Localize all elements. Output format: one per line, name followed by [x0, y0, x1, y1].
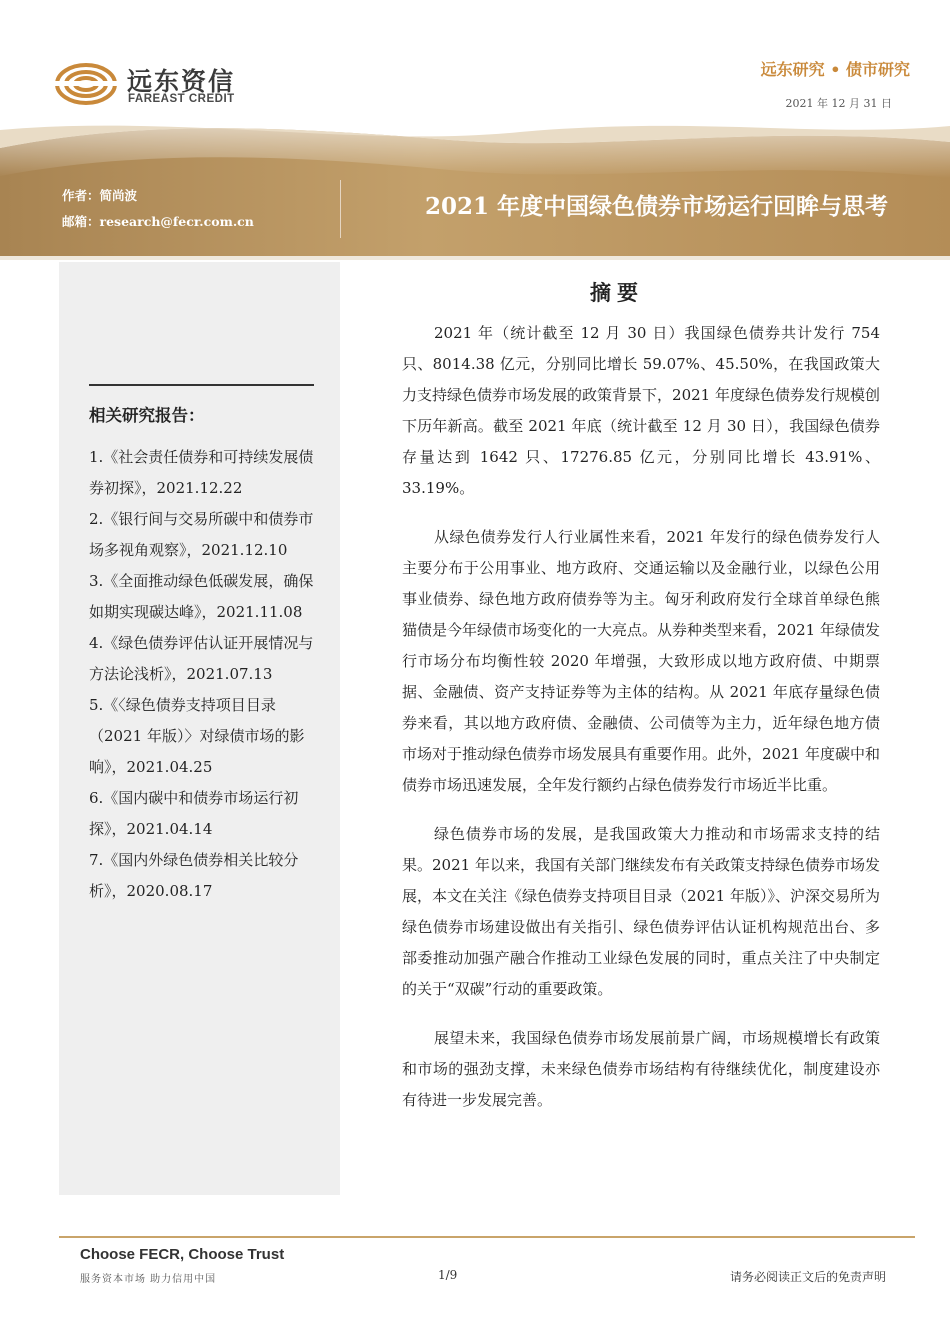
footer-rule — [59, 1236, 915, 1238]
abstract-paragraph: 绿色债券市场的发展，是我国政策大力推动和市场需求支持的结果。2021 年以来，我国有关部门继续发布有关政策支持绿色债券市场发展，本文在关注《绿色债券支持项目目录（2021 年版）》、沪深交易所为绿色债券市场建设做出有关指引、绿色债券评估认证机构规范出台、多部委推动加强产融合作推动工业绿色发展的同时，重点关注了中央制定的关于“双碳”行动的重要政策。 — [402, 825, 880, 998]
abstract-paragraph: 2021 年（统计截至 12 月 30 日）我国绿色债券共计发行 754 只、8014.38 亿元，分别同比增长 59.07%、45.50%，在我国政策大力支持绿色债券市场发展的政策背景下，2021 年度绿色债券发行规模创下历年新高。截至 2021 年底（统计截至 12 月 30 日），我国绿色债券存量达到 1642 只、17276.85 亿元，分别同比增长 43.91%、33.19%。 — [402, 324, 880, 497]
report-title: 2021 年度中国绿色债券市场运行回眸与思考 — [424, 193, 888, 220]
footer-slogan-cn: 服务资本市场 助力信用中国 — [80, 1274, 217, 1285]
related-report-item: 5.《〈绿色债券支持项目目录（2021 年版）〉对绿债市场的影响》，2021.04.25 — [89, 696, 305, 776]
banner-background — [0, 118, 950, 256]
related-reports-heading: 相关研究报告： — [89, 406, 205, 425]
author-label: 作者：简尚波 — [62, 188, 138, 203]
footer-disclaimer: 请务必阅读正文后的免责声明 — [729, 1270, 886, 1284]
fareast-logo-icon — [55, 62, 117, 106]
related-report-item: 6.《国内碳中和债券市场运行初探》，2021.04.14 — [89, 789, 299, 838]
footer-slogan-en: Choose FECR, Choose Trust — [80, 1246, 285, 1263]
related-report-item: 7.《国内外绿色债券相关比较分析》，2020.08.17 — [89, 851, 299, 900]
abstract-heading: 摘要 — [590, 280, 644, 305]
logo-text-en: FAREAST CREDIT — [128, 93, 235, 105]
page-number: 1/9 — [438, 1268, 458, 1282]
abstract-paragraph: 展望未来，我国绿色债券市场发展前景广阔，市场规模增长有政策和市场的强劲支撑，未来绿色债券市场结构有待继续优化，制度建设亦有待进一步发展完善。 — [402, 1029, 880, 1109]
related-report-item: 2.《银行间与交易所碳中和债券市场多视角观察》，2021.12.10 — [89, 510, 314, 559]
related-report-item: 3.《全面推动绿色低碳发展，确保如期实现碳达峰》，2021.11.08 — [89, 572, 314, 621]
banner-bottom-strip — [0, 256, 950, 260]
sidebar-rule — [89, 384, 314, 386]
logo-text-cn: 远东资信 — [127, 67, 236, 96]
company-logo — [55, 60, 245, 110]
title-banner — [0, 118, 950, 256]
abstract-body — [402, 318, 880, 1134]
related-report-item: 4.《绿色债券评估认证开展情况与方法论浅析》，2021.07.13 — [89, 634, 314, 683]
section-title: 远东研究 • 债市研究 — [760, 60, 910, 79]
related-report-item: 1.《社会责任债券和可持续发展债券初探》，2021.12.22 — [89, 448, 314, 497]
related-reports-list — [89, 442, 317, 907]
sidebar — [59, 262, 340, 1195]
abstract-paragraph: 从绿色债券发行人行业属性来看，2021 年发行的绿色债券发行人主要分布于公用事业、地方政府、交通运输以及金融行业，以绿色公用事业债券、绿色地方政府债券等为主。匈牙利政府发行全球首单绿色熊猫债是今年绿债市场变化的一大亮点。从券种类型来看，2021 年绿债发行市场分布均衡性较 2020 年增强，大致形成以地方政府债、中期票据、金融债、资产支持证券等为主体的结构。从 2021 年底存量绿色债券来看，其以地方政府债、金融债、公司债等为主力，近年绿色地方债市场对于推动绿色债券市场发展具有重要作用。此外，2021 年度碳中和债券市场迅速发展，全年发行额约占绿色债券发行市场近半比重。 — [402, 528, 880, 794]
report-date: 2021 年 12 月 31 日 — [785, 97, 892, 110]
email-label: 邮箱：research@fecr.com.cn — [62, 214, 254, 229]
banner-divider — [340, 180, 341, 238]
